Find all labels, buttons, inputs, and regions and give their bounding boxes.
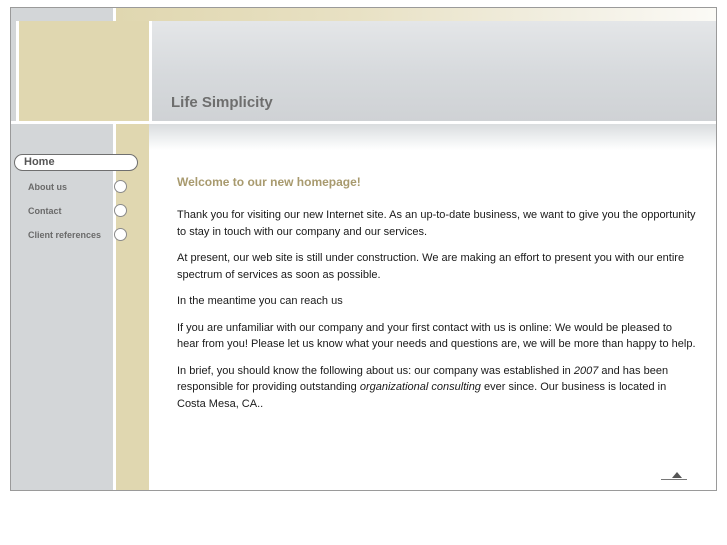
nav-item-label: About us [28,182,67,192]
construction-paragraph: At present, our web site is still under construction. We are making an effort to present you with our entire spectrum of services as soon as possible. [177,252,685,281]
main-content [177,174,697,422]
back-to-top-button[interactable] [661,472,687,482]
circle-bullet-icon [114,204,127,217]
nav-item-about-us[interactable] [11,179,139,197]
page-frame [10,7,717,491]
reach-us-paragraph: In the meantime you can reach us [177,295,343,307]
top-strip-left [11,8,113,21]
nav-item-label: Client references [28,230,102,240]
top-strip-gradient [116,8,716,21]
site-title: Life Simplicity [171,94,273,111]
nav-item-client-references[interactable] [11,227,139,245]
about-text: In brief, you should know the following about us: our company was established in [177,364,574,377]
nav-item-label: Contact [28,206,62,216]
about-text: and has been responsible for providing outstanding [177,364,669,393]
nav-item-contact[interactable] [11,203,139,221]
circle-bullet-icon [114,228,127,241]
contact-paragraph: If you are unfamiliar with our company and your first contact with us is online: We would be pleased to hear from you! Please let us know what your needs and questions are, we will be more than happy to help. [177,321,696,350]
about-text: ever since. Our business is located in Costa Mesa, CA.. [177,381,667,410]
content-top-fade [149,124,716,150]
intro-paragraph: Thank you for visiting our new Internet site. As an up-to-date business, we want to give you the opportunity to stay in touch with our company and our services. [177,209,696,238]
business-field: organizational consulting [359,381,481,393]
welcome-heading: Welcome to our new homepage! [177,175,361,189]
nav-item-label: Home [24,156,55,168]
established-year: 2007 [573,364,599,377]
arrow-up-icon [672,472,682,478]
back-to-top-underline [661,479,687,480]
about-paragraph [177,363,697,413]
header-beige-block [19,21,149,121]
nav-item-home[interactable] [14,154,138,171]
circle-bullet-icon [114,180,127,193]
